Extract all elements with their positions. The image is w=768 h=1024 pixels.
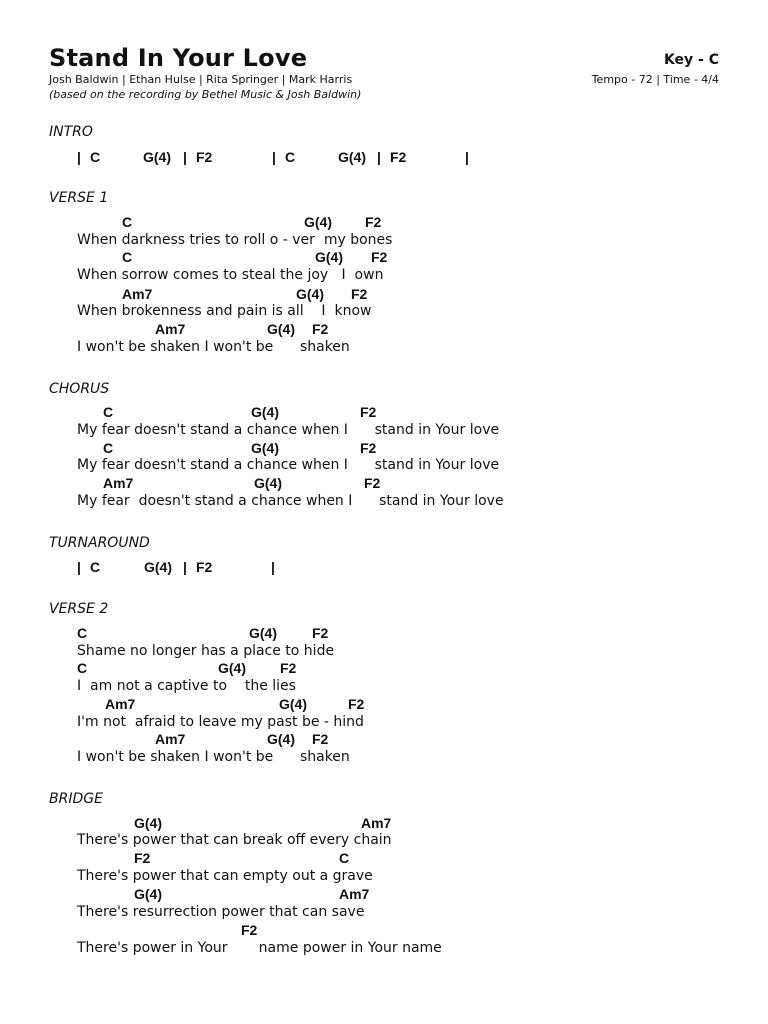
song-authors: Josh Baldwin | Ethan Hulse | Rita Springer | Mark Harris — [49, 73, 353, 86]
chord: F2 — [312, 731, 329, 747]
chord: C — [90, 149, 101, 165]
lyric-line: My fear doesn't stand a chance when I stand in Your love — [77, 457, 500, 473]
chord: Am7 — [361, 815, 392, 831]
chord: C — [90, 559, 101, 575]
chord: F2 — [360, 404, 377, 420]
chord: G(4) — [296, 286, 324, 302]
chord: C — [103, 404, 114, 420]
chord: F2 — [312, 321, 329, 337]
lyric-line: When sorrow comes to steal the joy I own — [77, 267, 384, 283]
chord: G(4) — [134, 886, 162, 902]
chord: G(4) — [304, 214, 332, 230]
bar-line: | — [183, 559, 187, 575]
lyric-line: There's resurrection power that can save — [77, 904, 365, 920]
lyric-line: My fear doesn't stand a chance when I stand in Your love — [77, 493, 504, 509]
bar-line: | — [272, 149, 276, 165]
lyric-line: There's power that can empty out a grave — [77, 868, 373, 884]
chord: C — [339, 850, 350, 866]
section-label-intro: INTRO — [49, 124, 93, 140]
chord: G(4) — [338, 149, 366, 165]
chord: G(4) — [254, 475, 282, 491]
chord: Am7 — [155, 321, 186, 337]
song-key: Key - C — [663, 52, 719, 68]
chord: Am7 — [105, 696, 136, 712]
lyric-line: There's power in Your name power in Your name — [77, 940, 442, 956]
chord: G(4) — [143, 149, 171, 165]
chord: F2 — [280, 660, 297, 676]
lyric-line: I'm not afraid to leave my past be - hind — [77, 714, 364, 730]
section-label-verse-2: VERSE 2 — [49, 601, 109, 617]
chord: G(4) — [251, 404, 279, 420]
chord: C — [77, 625, 88, 641]
based-on-note: (based on the recording by Bethel Music & Josh Baldwin) — [49, 88, 362, 101]
lyric-line: When darkness tries to roll o - ver my bones — [77, 232, 393, 248]
section-label-turnaround: TURNAROUND — [49, 535, 150, 551]
chord: G(4) — [249, 625, 277, 641]
chord: F2 — [371, 249, 388, 265]
chord: G(4) — [134, 815, 162, 831]
section-label-verse-1: VERSE 1 — [49, 190, 109, 206]
chord: Am7 — [155, 731, 186, 747]
chord: F2 — [364, 475, 381, 491]
lyric-line: When brokenness and pain is all I know — [77, 303, 372, 319]
chord: C — [103, 440, 114, 456]
chord: F2 — [196, 559, 213, 575]
lyric-line: I won't be shaken I won't be shaken — [77, 749, 350, 765]
bar-line: | — [183, 149, 187, 165]
chord: G(4) — [218, 660, 246, 676]
song-title: Stand In Your Love — [49, 44, 308, 72]
section-label-chorus: CHORUS — [49, 381, 110, 397]
chord: G(4) — [315, 249, 343, 265]
chord: F2 — [134, 850, 151, 866]
chord: F2 — [351, 286, 368, 302]
chord: G(4) — [144, 559, 172, 575]
lyric-line: My fear doesn't stand a chance when I stand in Your love — [77, 422, 500, 438]
chord: F2 — [241, 922, 258, 938]
lyric-line: I won't be shaken I won't be shaken — [77, 339, 350, 355]
chord: G(4) — [267, 731, 295, 747]
lyric-line: There's power that can break off every chain — [77, 832, 392, 848]
bar-line: | — [465, 149, 469, 165]
section-label-bridge: BRIDGE — [49, 791, 103, 807]
bar-line: | — [77, 559, 81, 575]
chord: C — [285, 149, 296, 165]
chord: C — [122, 249, 133, 265]
chord: Am7 — [103, 475, 134, 491]
chord: F2 — [390, 149, 407, 165]
chord: Am7 — [339, 886, 370, 902]
chord: F2 — [196, 149, 213, 165]
chord: G(4) — [267, 321, 295, 337]
chord: F2 — [348, 696, 365, 712]
lyric-line: Shame no longer has a place to hide — [77, 643, 335, 659]
tempo-time: Tempo - 72 | Time - 4/4 — [591, 73, 719, 86]
chord: G(4) — [279, 696, 307, 712]
chord: C — [122, 214, 133, 230]
lyric-line: I am not a captive to the lies — [77, 678, 296, 694]
chord: F2 — [360, 440, 377, 456]
bar-line: | — [77, 149, 81, 165]
chord: G(4) — [251, 440, 279, 456]
chord: Am7 — [122, 286, 153, 302]
bar-line: | — [271, 559, 275, 575]
bar-line: | — [377, 149, 381, 165]
chord: F2 — [312, 625, 329, 641]
chord: C — [77, 660, 88, 676]
chord: F2 — [365, 214, 382, 230]
